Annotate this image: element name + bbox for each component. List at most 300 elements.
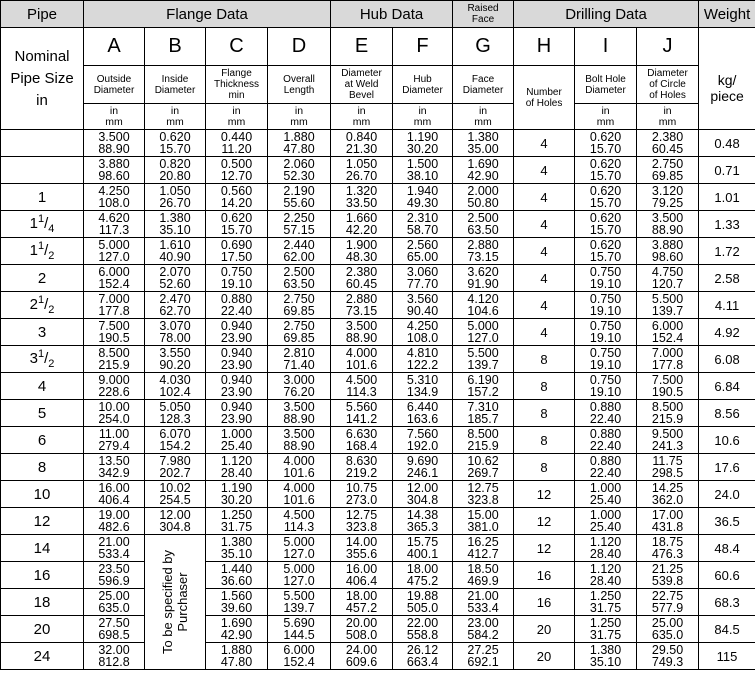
value-mm: 254.0 (98, 412, 130, 426)
value-mm: 42.90 (220, 628, 253, 642)
value-in: 6.070 (159, 427, 191, 441)
value-mm: 152.4 (651, 331, 684, 345)
value-in: 8.630 (345, 454, 378, 468)
sublabel-line: Diameter (585, 84, 626, 96)
value-cell-f (393, 265, 453, 292)
value-in: 2.310 (406, 211, 439, 225)
value-cell-d (268, 643, 331, 670)
value-mm: 254.5 (159, 493, 191, 507)
value-cell-g (453, 508, 514, 535)
pipe-size-cell (1, 211, 84, 238)
value-mm: 190.5 (651, 385, 684, 399)
pipe-size-whole: 2 (37, 269, 47, 287)
value-in: 0.620 (589, 184, 622, 198)
value-cell-c (206, 427, 268, 454)
value-in: 4.000 (283, 481, 315, 495)
value-mm: 273.0 (345, 493, 378, 507)
value-cell-h: 20 (514, 643, 575, 670)
value-in: 27.50 (98, 616, 130, 630)
value-mm: 157.2 (467, 385, 499, 399)
value-cell-c (206, 535, 268, 562)
value-in: 15.75 (406, 535, 439, 549)
value-mm: 154.2 (159, 439, 191, 453)
value-mm: 168.4 (345, 439, 378, 453)
value-in: 0.880 (589, 400, 622, 414)
value-mm: 52.60 (159, 277, 191, 291)
pipe-size-whole: 18 (33, 593, 51, 611)
sublabel-line: of Holes (649, 90, 686, 101)
value-mm: 101.6 (283, 493, 315, 507)
value-mm: 190.5 (98, 331, 130, 345)
value-mm: 15.70 (589, 250, 622, 264)
value-in: 0.750 (220, 265, 253, 279)
value-cell-e (331, 400, 393, 427)
value-mm: 88.90 (98, 142, 130, 156)
value-cell-e (331, 616, 393, 643)
value-in: 1.610 (159, 238, 191, 252)
value-in: 1.440 (220, 562, 253, 576)
value-in: 0.940 (220, 319, 253, 333)
value-mm: 91.90 (467, 277, 499, 291)
value-in: 3.500 (345, 319, 378, 333)
value-mm: 28.40 (220, 466, 253, 480)
value-cell-c (206, 184, 268, 211)
value-cell-b (145, 238, 206, 265)
value-in: 0.880 (220, 292, 253, 306)
value-cell-a (84, 508, 145, 535)
value-mm: 185.7 (467, 412, 499, 426)
unit-mm: mm (658, 115, 677, 128)
value-cell-d (268, 400, 331, 427)
value-in: 0.440 (220, 130, 253, 144)
value-mm: 26.70 (159, 196, 191, 210)
pipe-size-cell (1, 130, 84, 157)
value-in: 27.25 (467, 643, 499, 657)
value-cell-i (575, 535, 637, 562)
value-in: 2.750 (283, 292, 315, 306)
value-cell-c (206, 616, 268, 643)
value-cell-e (331, 319, 393, 346)
value-cell-a (84, 184, 145, 211)
pipe-size-cell (1, 535, 84, 562)
value-cell-f (393, 535, 453, 562)
value-mm: 77.70 (406, 277, 439, 291)
value-cell-j (637, 400, 699, 427)
value-in: 4.500 (345, 373, 378, 387)
value-cell-a (84, 346, 145, 373)
value-in: 5.000 (283, 535, 315, 549)
value-mm: 127.0 (467, 331, 499, 345)
value-in: 1.250 (589, 589, 622, 603)
value-mm: 15.70 (589, 223, 622, 237)
value-cell-j (637, 211, 699, 238)
value-in: 10.62 (467, 454, 499, 468)
value-cell-d (268, 319, 331, 346)
value-cell-c (206, 373, 268, 400)
column-sublabel (84, 66, 145, 104)
value-cell-a (84, 211, 145, 238)
value-in: 0.620 (589, 157, 622, 171)
value-in: 16.25 (467, 535, 499, 549)
value-mm: 19.10 (589, 358, 622, 372)
value-in: 9.500 (651, 427, 684, 441)
value-cell-b (145, 400, 206, 427)
value-mm: 35.00 (467, 142, 499, 156)
value-cell-c (206, 400, 268, 427)
value-in: 1.190 (406, 130, 439, 144)
value-in: 5.500 (467, 346, 499, 360)
value-in: 2.070 (159, 265, 191, 279)
value-cell-j (637, 562, 699, 589)
value-in: 19.00 (98, 508, 130, 522)
value-mm: 19.10 (589, 385, 622, 399)
value-in: 3.500 (651, 211, 684, 225)
value-in: 10.00 (98, 400, 130, 414)
sublabel-line: Bolt Hole (585, 73, 626, 85)
value-cell-i (575, 130, 637, 157)
value-mm: 246.1 (406, 466, 439, 480)
value-mm: 304.8 (159, 520, 191, 534)
value-cell-f (393, 589, 453, 616)
value-mm: 76.20 (283, 385, 315, 399)
value-in: 8.500 (651, 400, 684, 414)
unit-mm: mm (352, 115, 371, 128)
value-mm: 73.15 (467, 250, 499, 264)
weight-cell: 48.4 (699, 535, 755, 562)
value-in: 1.050 (345, 157, 378, 171)
value-mm: 19.10 (589, 277, 622, 291)
value-cell-g (453, 643, 514, 670)
value-mm: 12.70 (220, 169, 253, 183)
value-cell-f (393, 238, 453, 265)
value-cell-j (637, 616, 699, 643)
pipe-size-whole: 16 (33, 566, 51, 584)
value-in: 1.900 (345, 238, 378, 252)
value-cell-f (393, 373, 453, 400)
table-row (1, 427, 755, 454)
value-in: 3.500 (283, 400, 315, 414)
value-in: 2.000 (467, 184, 499, 198)
value-mm: 31.75 (589, 628, 622, 642)
value-mm: 98.60 (98, 169, 130, 183)
value-cell-j (637, 157, 699, 184)
column-sublabel (453, 66, 514, 104)
table-row (1, 562, 755, 589)
value-cell-f (393, 184, 453, 211)
sublabel-line: Flange (221, 68, 252, 79)
value-in: 0.500 (220, 157, 253, 171)
column-sublabel (268, 66, 331, 104)
weight-cell: 115 (699, 643, 755, 670)
value-mm: 22.40 (220, 304, 253, 318)
value-in: 11.00 (98, 427, 130, 441)
pipe-size-whole: 24 (33, 647, 51, 665)
value-mm: 749.3 (651, 655, 684, 669)
value-cell-e (331, 535, 393, 562)
column-sublabel (575, 66, 637, 104)
value-in: 1.380 (220, 535, 253, 549)
value-cell-a (84, 427, 145, 454)
header-pipe: Pipe (1, 1, 84, 28)
value-in: 0.880 (589, 427, 622, 441)
value-cell-i (575, 238, 637, 265)
column-letter: H (514, 28, 575, 66)
sublabel-line: Thickness (213, 79, 259, 90)
value-in: 7.500 (98, 319, 130, 333)
value-cell-j (637, 319, 699, 346)
value-in: 2.500 (283, 265, 315, 279)
value-in: 0.750 (589, 373, 622, 387)
value-cell-a (84, 481, 145, 508)
value-cell-a (84, 535, 145, 562)
value-cell-i (575, 427, 637, 454)
nominal-line: Pipe Size (10, 69, 74, 87)
value-in: 3.880 (651, 238, 684, 252)
purchaser-note-line: To be specified by (160, 549, 175, 655)
value-in: 0.560 (220, 184, 253, 198)
value-in: 24.00 (345, 643, 378, 657)
value-cell-a (84, 616, 145, 643)
value-in: 26.12 (406, 643, 439, 657)
purchaser-note (160, 550, 190, 654)
weight-cell: 24.0 (699, 481, 755, 508)
value-mm: 241.3 (651, 439, 684, 453)
group-header-row (1, 1, 755, 28)
value-in: 0.690 (220, 238, 253, 252)
value-mm: 15.70 (589, 142, 622, 156)
header-raised-face: Raised Face (453, 1, 514, 28)
value-cell-i (575, 508, 637, 535)
value-in: 5.310 (406, 373, 439, 387)
value-cell-h: 8 (514, 427, 575, 454)
value-in: 4.120 (467, 292, 499, 306)
value-mm: 15.70 (159, 142, 191, 156)
table-row (1, 238, 755, 265)
value-cell-h: 12 (514, 535, 575, 562)
value-cell-b (145, 508, 206, 535)
unit-cell (145, 104, 206, 130)
value-mm: 406.4 (98, 493, 130, 507)
value-in: 14.25 (651, 481, 684, 495)
nominal-line: Nominal (14, 47, 70, 65)
value-cell-a (84, 292, 145, 319)
value-mm: 812.8 (98, 655, 130, 669)
value-mm: 60.45 (651, 142, 684, 156)
pipe-size-cell (1, 373, 84, 400)
value-mm: 457.2 (345, 601, 378, 615)
column-sublabel (206, 66, 268, 104)
value-mm: 31.75 (589, 601, 622, 615)
value-in: 7.560 (406, 427, 439, 441)
value-in: 0.940 (220, 346, 253, 360)
weight-unit-line: kg/ (717, 71, 737, 88)
value-cell-e (331, 211, 393, 238)
value-mm: 533.4 (98, 547, 130, 561)
value-in: 2.470 (159, 292, 191, 306)
value-in: 5.500 (283, 589, 315, 603)
pipe-size-numerator: 1 (37, 213, 45, 225)
value-mm: 127.0 (98, 250, 130, 264)
value-cell-a (84, 373, 145, 400)
value-cell-g (453, 481, 514, 508)
value-in: 3.060 (406, 265, 439, 279)
value-in: 12.00 (159, 508, 191, 522)
value-mm: 141.2 (345, 412, 378, 426)
value-cell-d (268, 535, 331, 562)
sublabel-line: Diameter (341, 68, 382, 79)
value-cell-g (453, 346, 514, 373)
value-cell-i (575, 589, 637, 616)
value-cell-c (206, 589, 268, 616)
value-cell-j (637, 643, 699, 670)
value-in: 3.120 (651, 184, 684, 198)
value-mm: 30.20 (220, 493, 253, 507)
pipe-size-cell (1, 319, 84, 346)
value-in: 0.820 (159, 157, 191, 171)
pipe-size-denominator: 2 (48, 358, 55, 370)
value-mm: 50.80 (467, 196, 499, 210)
value-cell-i (575, 319, 637, 346)
value-mm: 22.40 (589, 439, 622, 453)
value-in: 7.000 (98, 292, 130, 306)
unit-mm: mm (596, 115, 615, 128)
value-cell-d (268, 508, 331, 535)
value-mm: 63.50 (283, 277, 315, 291)
value-cell-e (331, 454, 393, 481)
value-mm: 15.70 (220, 223, 253, 237)
value-mm: 52.30 (283, 169, 315, 183)
value-cell-h: 8 (514, 400, 575, 427)
pipe-size-whole: 8 (37, 458, 47, 476)
value-in: 7.500 (651, 373, 684, 387)
value-in: 1.120 (589, 535, 622, 549)
value-mm: 88.90 (345, 331, 378, 345)
pipe-size-cell (1, 292, 84, 319)
value-in: 1.380 (159, 211, 191, 225)
value-cell-g (453, 319, 514, 346)
pipe-size-denominator: 2 (48, 304, 55, 316)
value-cell-b (145, 211, 206, 238)
value-mm: 39.60 (220, 601, 253, 615)
table-row (1, 157, 755, 184)
sublabel-line: Length (283, 84, 315, 96)
value-in: 3.500 (98, 130, 130, 144)
column-letter: G (453, 28, 514, 66)
value-cell-g (453, 184, 514, 211)
value-in: 7.980 (159, 454, 191, 468)
value-mm: 88.90 (651, 223, 684, 237)
weight-cell: 10.6 (699, 427, 755, 454)
value-in: 4.750 (651, 265, 684, 279)
value-cell-i (575, 346, 637, 373)
value-mm: 120.7 (651, 277, 684, 291)
sublabel-line: of Circle (649, 79, 686, 90)
value-mm: 90.20 (159, 358, 191, 372)
value-cell-e (331, 562, 393, 589)
header-drilling-data: Drilling Data (514, 1, 699, 28)
header-hub-data: Hub Data (331, 1, 453, 28)
value-mm: 25.40 (589, 493, 622, 507)
unit-in: in (478, 104, 488, 117)
value-cell-c (206, 481, 268, 508)
value-cell-g (453, 373, 514, 400)
value-cell-e (331, 589, 393, 616)
value-cell-e (331, 184, 393, 211)
value-cell-g (453, 616, 514, 643)
value-cell-i (575, 643, 637, 670)
value-in: 5.500 (651, 292, 684, 306)
value-cell-h: 4 (514, 211, 575, 238)
value-mm: 692.1 (467, 655, 499, 669)
value-mm: 38.10 (406, 169, 439, 183)
value-mm: 28.40 (589, 574, 622, 588)
value-cell-a (84, 400, 145, 427)
value-in: 0.620 (159, 130, 191, 144)
value-in: 7.310 (467, 400, 499, 414)
value-mm: 505.0 (406, 601, 439, 615)
pipe-size-whole: 20 (33, 620, 51, 638)
value-in: 23.50 (98, 562, 130, 576)
value-in: 8.500 (98, 346, 130, 360)
value-cell-e (331, 292, 393, 319)
value-in: 2.560 (406, 238, 439, 252)
weight-cell: 0.71 (699, 157, 755, 184)
value-cell-a (84, 130, 145, 157)
value-cell-g (453, 535, 514, 562)
value-mm: 365.3 (406, 520, 439, 534)
pipe-size-cell (1, 481, 84, 508)
value-in: 4.000 (283, 454, 315, 468)
pipe-size-whole: 1 (29, 215, 38, 232)
value-cell-e (331, 481, 393, 508)
value-cell-i (575, 184, 637, 211)
value-cell-h: 4 (514, 292, 575, 319)
sublabel-line: Diameter (402, 84, 443, 96)
value-cell-a (84, 265, 145, 292)
value-cell-c (206, 454, 268, 481)
value-cell-h: 4 (514, 238, 575, 265)
weight-unit-header (699, 28, 755, 130)
value-mm: 139.7 (467, 358, 499, 372)
value-mm: 298.5 (651, 466, 684, 480)
value-mm: 40.90 (159, 250, 191, 264)
value-mm: 558.8 (406, 628, 439, 642)
value-cell-h: 4 (514, 184, 575, 211)
pipe-size-whole: 14 (33, 539, 51, 557)
value-mm: 19.10 (589, 331, 622, 345)
value-cell-f (393, 130, 453, 157)
value-cell-f (393, 508, 453, 535)
value-mm: 23.90 (220, 331, 253, 345)
value-cell-e (331, 157, 393, 184)
value-mm: 48.30 (345, 250, 378, 264)
value-cell-f (393, 292, 453, 319)
value-cell-d (268, 373, 331, 400)
value-cell-i (575, 292, 637, 319)
value-mm: 98.60 (651, 250, 684, 264)
table-row (1, 589, 755, 616)
value-cell-h: 12 (514, 481, 575, 508)
pipe-size-numerator: 1 (37, 240, 45, 252)
value-mm: 128.3 (159, 412, 191, 426)
value-cell-c (206, 265, 268, 292)
unit-mm: mm (290, 115, 308, 128)
value-mm: 400.1 (406, 547, 439, 561)
value-mm: 134.9 (406, 385, 439, 399)
weight-cell: 0.48 (699, 130, 755, 157)
pipe-size-numerator: 1 (37, 294, 45, 306)
value-mm: 177.8 (651, 358, 684, 372)
